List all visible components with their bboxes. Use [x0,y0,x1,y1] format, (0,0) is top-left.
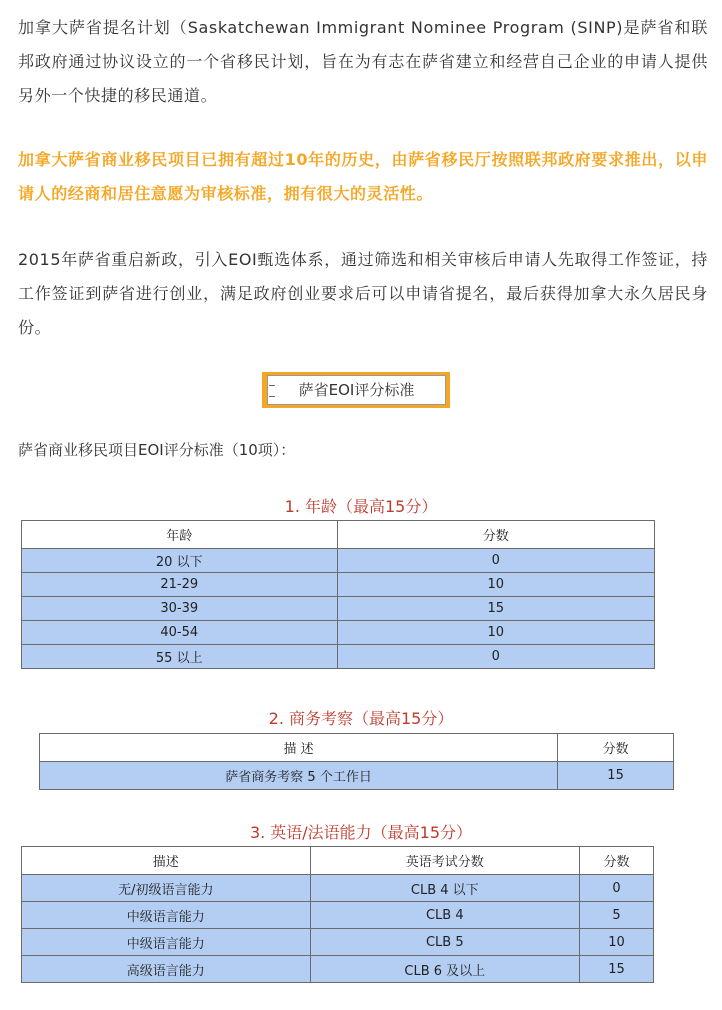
header-cell: 分数 [558,734,674,762]
header-cell: 英语考试分数 [310,847,580,875]
table-header-row [22,847,654,875]
table-header-row [40,734,674,762]
banner-tick [269,385,275,386]
table-row [22,902,654,929]
table-cell: 5 [580,902,654,929]
age-table [21,520,655,669]
table-cell: 无/初级语言能力 [22,875,311,902]
table-cell: 55 以上 [22,645,338,669]
table-cell: 高级语言能力 [22,956,311,983]
table-cell: 10 [337,621,655,645]
table-cell: 中级语言能力 [22,902,311,929]
table-row [22,597,655,621]
table-row [22,956,654,983]
table-row [22,621,655,645]
table-cell: 15 [580,956,654,983]
banner-label: 萨省EOI评分标准 [267,375,446,405]
table-cell: 10 [580,929,654,956]
eoi-standard-banner [262,372,450,408]
header-cell: 年龄 [22,521,338,549]
table-cell: CLB 6 及以上 [310,956,580,983]
table-row [22,573,655,597]
table-cell: CLB 4 [310,902,580,929]
table-cell: 15 [337,597,655,621]
table-row [22,875,654,902]
table-cell: 40-54 [22,621,338,645]
header-cell: 描 述 [40,734,558,762]
table-header-row [22,521,655,549]
table-cell: CLB 4 以下 [310,875,580,902]
table-row [40,762,674,790]
header-cell: 分数 [337,521,655,549]
table-row [22,645,655,669]
table-cell: 中级语言能力 [22,929,311,956]
table-cell: 20 以下 [22,549,338,573]
table-cell: 0 [337,549,655,573]
language-table [21,846,654,983]
table-row [22,549,655,573]
business-visit-table [39,733,674,790]
criteria-intro: 萨省商业移民项目EOI评分标准（10项）： [18,441,296,459]
table-cell: 15 [558,762,674,790]
table-cell: 0 [580,875,654,902]
header-cell: 描述 [22,847,311,875]
section-title-language: 3. 英语/法语能力（最高15分） [249,823,473,842]
banner-tick [269,396,275,397]
table-cell: CLB 5 [310,929,580,956]
table-cell: 30-39 [22,597,338,621]
section-title-business-visit: 2. 商务考察（最高15分） [268,709,454,728]
header-cell: 分数 [580,847,654,875]
table-cell: 萨省商务考察 5 个工作日 [40,762,558,790]
intro-paragraph: 加拿大萨省提名计划（Saskatchewan Immigrant Nominee Program (SINP)是萨省和联邦政府通过协议设立的一个省移民计划，旨在为有志在萨省建立和经营自己企业的申请人提供另外一个快捷的移民通道。 [18,18,708,105]
table-cell: 10 [337,573,655,597]
table-cell: 21-29 [22,573,338,597]
table-row [22,929,654,956]
table-cell: 0 [337,645,655,669]
highlight-paragraph: 加拿大萨省商业移民项目已拥有超过10年的历史，由萨省移民厅按照联邦政府要求推出，以申请人的经商和居住意愿为审核标准，拥有很大的灵活性。 [18,150,708,203]
section-title-age: 1. 年龄（最高15分） [284,497,438,516]
policy-paragraph: 2015年萨省重启新政，引入EOI甄选体系，通过筛选和相关审核后申请人先取得工作签证，持工作签证到萨省进行创业，满足政府创业要求后可以申请省提名，最后获得加拿大永久居民身份。 [18,250,708,337]
